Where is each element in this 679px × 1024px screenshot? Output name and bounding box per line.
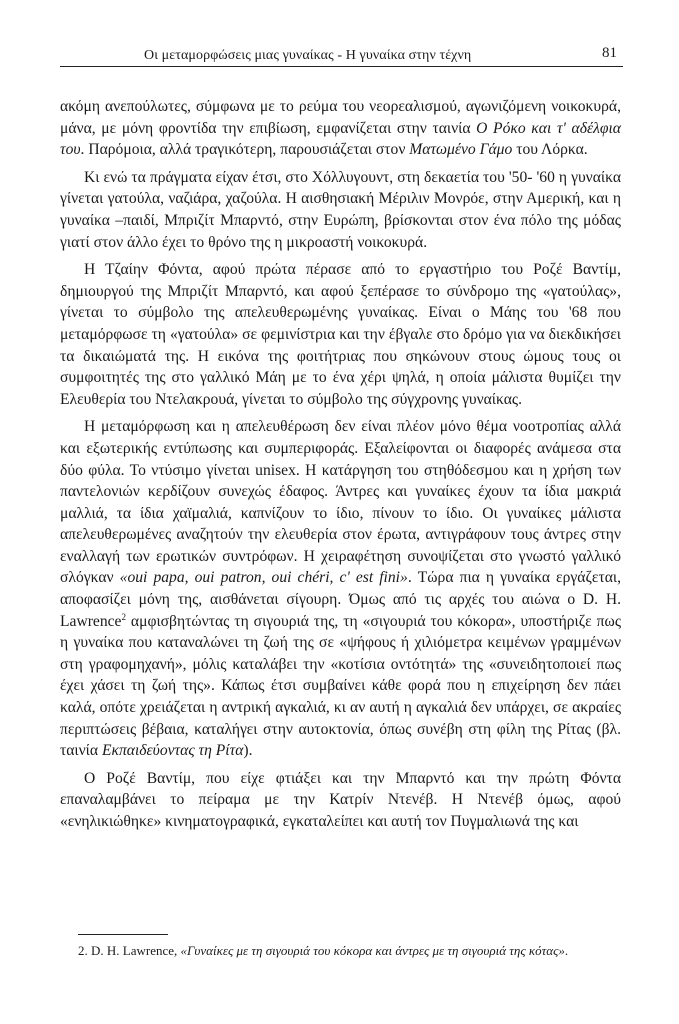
paragraph-4: Η μεταμόρφωση και η απελευθέρωση δεν είναι πλέον μόνο θέμα νοοτροπίας αλλά και εξωτερικής εντύπωσης και συμπεριφοράς. Εξαλείφονται οι διαφορές ανάμεσα στα δύο φύλα. Το ντύσιμο γίνεται unisex. Η κατάργηση του στηθόδεσμου και η χρήση των παντελονιών κερδίζουν συνεχώς έδαφος. Άντρες και γυναίκες έχουν τα ίδια μακριά μαλλιά, τα ίδια χαϊμαλιά, καπνίζουν το ίδιο, πίνουν το ίδιο. Οι γυναίκες μάλιστα απελευθερωμένες αναζητούν την ελευθερία στον έρωτα, αντιγράφουν τους άντρες στην εναλλαγή των ερωτικών συντρόφων. Η χειραφέτηση συνοψίζεται στο γνωστό γαλλικό σλόγκαν «oui papa, oui patron, oui chéri, c' est fini». Τώρα πια η γυναίκα εργάζεται, αποφασίζει μόνη της, αισθάνεται σίγουρη. Όμως από τις αρχές του αιώνα ο D. H. Lawrence$^2$ αμφισβητώντας τη σιγουριά της, τη «σιγουριά του κόκορα», υποστήριζε πως η γυναίκα που καταναλώνει τη ζωή της σε «ψήφους ή χιλιόμετρα κειμένων γραμμένων στη γραφομηχανή», μόλις καταλάβει την «κοτίσια οντότητά» της «συνειδητοποιεί πως έχει χάσει τη ζωή της». Κάπως έτσι συμβαίνει κάθε φορά που η επιχείρηση δεν πάει καλά, οπότε χρειάζεται η αντρική αγκαλιά, κι αν αυτή η αγκαλιά δεν υπάρχει, σε ακραίες περιπτώσεις βέβαια, καταλήγει στην αυτοκτονία, όπως συνέβη στη φίλη της Ρίτας (βλ. ταινία Εκπαιδεύοντας τη Ρίτα).: [60, 418, 621, 760]
footnote-rule: [78, 934, 168, 935]
main-text: [60, 96, 621, 839]
paragraph-3: Η Τζαίην Φόντα, αφού πρώτα πέρασε από το εργαστήριο του Ροζέ Βαντίμ, δημιουργού της Μπριζίτ Μπαρντό, και αφού ξεπέρασε το σύνδρομο της «γατούλας», γίνεται το σύμβολο της απελευθερωμένης γυναίκας. Είναι ο Μάης του '68 που μεταμόρφωσε τη «γατούλα» σε φεμινίστρια και την έβγαλε στο δρόμο για να διεκδικήσει τα δικαιώματά της. Η εικόνα της φοιτήτριας που σηκώνουν στους ώμους τους οι συμφοιτητές της στο γαλλικό Μάη με το ένα χέρι ψηλά, η οποία μάλιστα θυμίζει την Ελευθερία του Ντελακρουά, γίνεται το σύμβολο της σύγχρονης γυναίκας.: [60, 261, 621, 408]
play-title-blood-wedding: Ματωμένο Γάμο: [409, 141, 513, 159]
film-title-rocco: Ο Ρόκο και τ' αδέλφια του: [60, 119, 621, 159]
slogan: «oui papa, oui patron, oui chéri, c' est fini»: [119, 569, 408, 587]
running-header: [60, 26, 623, 67]
paragraph-5: Ο Ροζέ Βαντίμ, που είχε φτιάξει και την Μπαρντό και την πρώτη Φόντα επαναλαμβάνει το πείραμα με την Κατρίν Ντενέβ. Η Ντενέβ όμως, αφού «ενηλικιώθηκε» κινηματογραφικά, εγκαταλείπει και αυτή τον Πυγμαλιωνά της και: [60, 769, 621, 830]
running-title: Οι μεταμορφώσεις μιας γυναίκας - Η γυναίκα στην τέχνη: [144, 48, 472, 63]
footnote-ref: 2: [121, 611, 126, 622]
footnote: 2. D. H. Lawrence, «Γυναίκες με τη σιγουριά του κόκορα και άντρες με τη σιγουριά της κότας».: [78, 943, 569, 958]
page-number: 81: [602, 45, 617, 61]
paragraph-1: ακόμη ανεπούλωτες, σύμφωνα με το ρεύμα του νεορεαλισμού, αγωνιζόμενη νοικοκυρά, μάνα, με μόνη φροντίδα την επιβίωση, εμφανίζεται στην ταινία Ο Ρόκο και τ' αδέλφια του. Παρόμοια, αλλά τραγικότερη, παρουσιάζεται στον Ματωμένο Γάμο του Λόρκα.: [60, 98, 621, 159]
paragraph-2: Κι ενώ τα πράγματα είχαν έτσι, στο Χόλλυγουντ, στη δεκαετία του '50- '60 η γυναίκα γίνεται γατούλα, ναζιάρα, χαζούλα. Η αισθησιακή Μέριλιν Μονρόε, στην Αμερική, και η γυναίκα –παιδί, Μπριζίτ Μπαρντό, στην Ευρώπη, βρίσκονται στον ένα πόλο της μόδας γιατί στον άλλο έχει το θρόνο της η μικροαστή νοικοκυρά.: [60, 168, 621, 251]
film-title-rita: Εκπαιδεύοντας τη Ρίτα: [101, 742, 244, 760]
footnote-title: «Γυναίκες με τη σιγουριά του κόκορα και άντρες με τη σιγουριά της κότας»: [180, 943, 565, 958]
